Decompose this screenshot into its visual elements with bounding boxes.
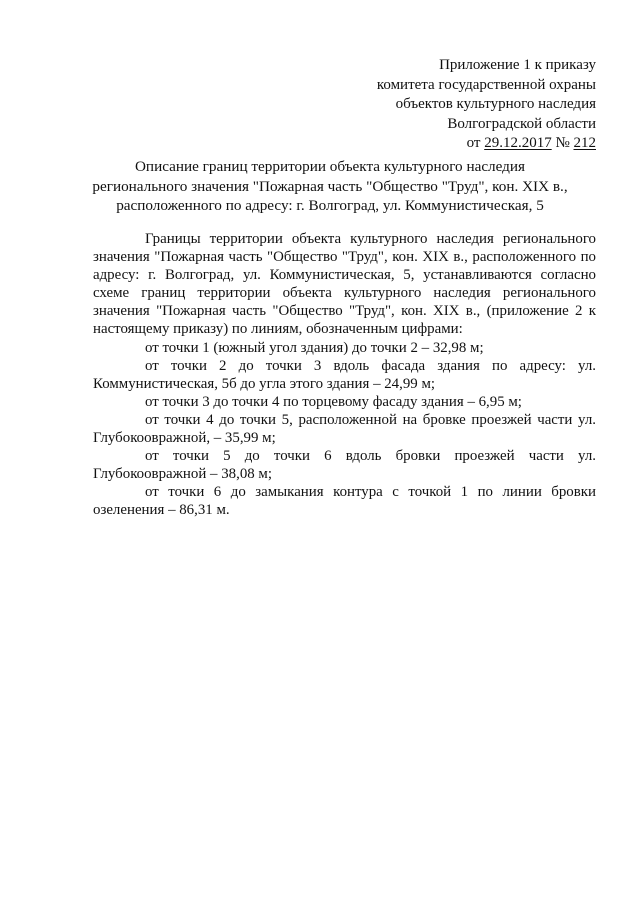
intro-paragraph: Границы территории объекта культурного наследия регионального значения "Пожарная часть "Общество "Труд", кон. XIX в., расположенного по адресу: г. Волгоград, ул. Коммунистическая, 5, устанавливаются согласно схеме границ территории объекта культурного наследия регионального значения "Пожарная часть "Общество "Труд", кон. XIX в., (приложение 2 к настоящему приказу) по линиям, обозначенным цифрами: [93, 231, 596, 338]
title-line-1: Описание границ территории объекта культурного наследия [134, 158, 526, 175]
document-title [60, 157, 600, 216]
appendix-line-4: Волгоградской области [447, 115, 596, 132]
segment-paragraph: от точки 5 до точки 6 вдоль бровки проезжей части ул. Глубокоовражной – 38,08 м; [93, 448, 596, 483]
segment-paragraph: от точки 6 до замыкания контура с точкой 1 по линии бровки озеленения – 86,31 м. [93, 484, 596, 519]
appendix-line-1: Приложение 1 к приказу [439, 57, 596, 73]
segment-paragraph: от точки 3 до точки 4 по торцевому фасаду здания – 6,95 м; [145, 393, 522, 410]
segment-paragraph: от точки 2 до точки 3 вдоль фасада здания по адресу: ул. Коммунистическая, 5б до угла этого здания – 24,99 м; [93, 357, 596, 392]
segment-paragraph: от точки 1 (южный угол здания) до точки 2 – 32,98 м; [145, 339, 484, 356]
order-date: 29.12.2017 [484, 135, 552, 152]
title-line-2: регионального значения "Пожарная часть "Общество "Труд", кон. XIX в., [92, 177, 568, 195]
number-prefix: № [551, 135, 574, 152]
date-prefix: от [466, 135, 485, 152]
title-line-3: расположенного по адресу: г. Волгоград, ул. Коммунистическая, 5 [116, 197, 544, 214]
appendix-line-2: комитета государственной охраны [376, 76, 596, 93]
appendix-line-3: объектов культурного наследия [395, 96, 596, 113]
appendix-header [377, 56, 596, 154]
document-body [93, 230, 596, 520]
appendix-date-line [377, 134, 596, 154]
order-number: 212 [573, 135, 596, 152]
segment-paragraph: от точки 4 до точки 5, расположенной на бровке проезжей части ул. Глубокоовражной, – 35,99 м; [93, 411, 596, 447]
